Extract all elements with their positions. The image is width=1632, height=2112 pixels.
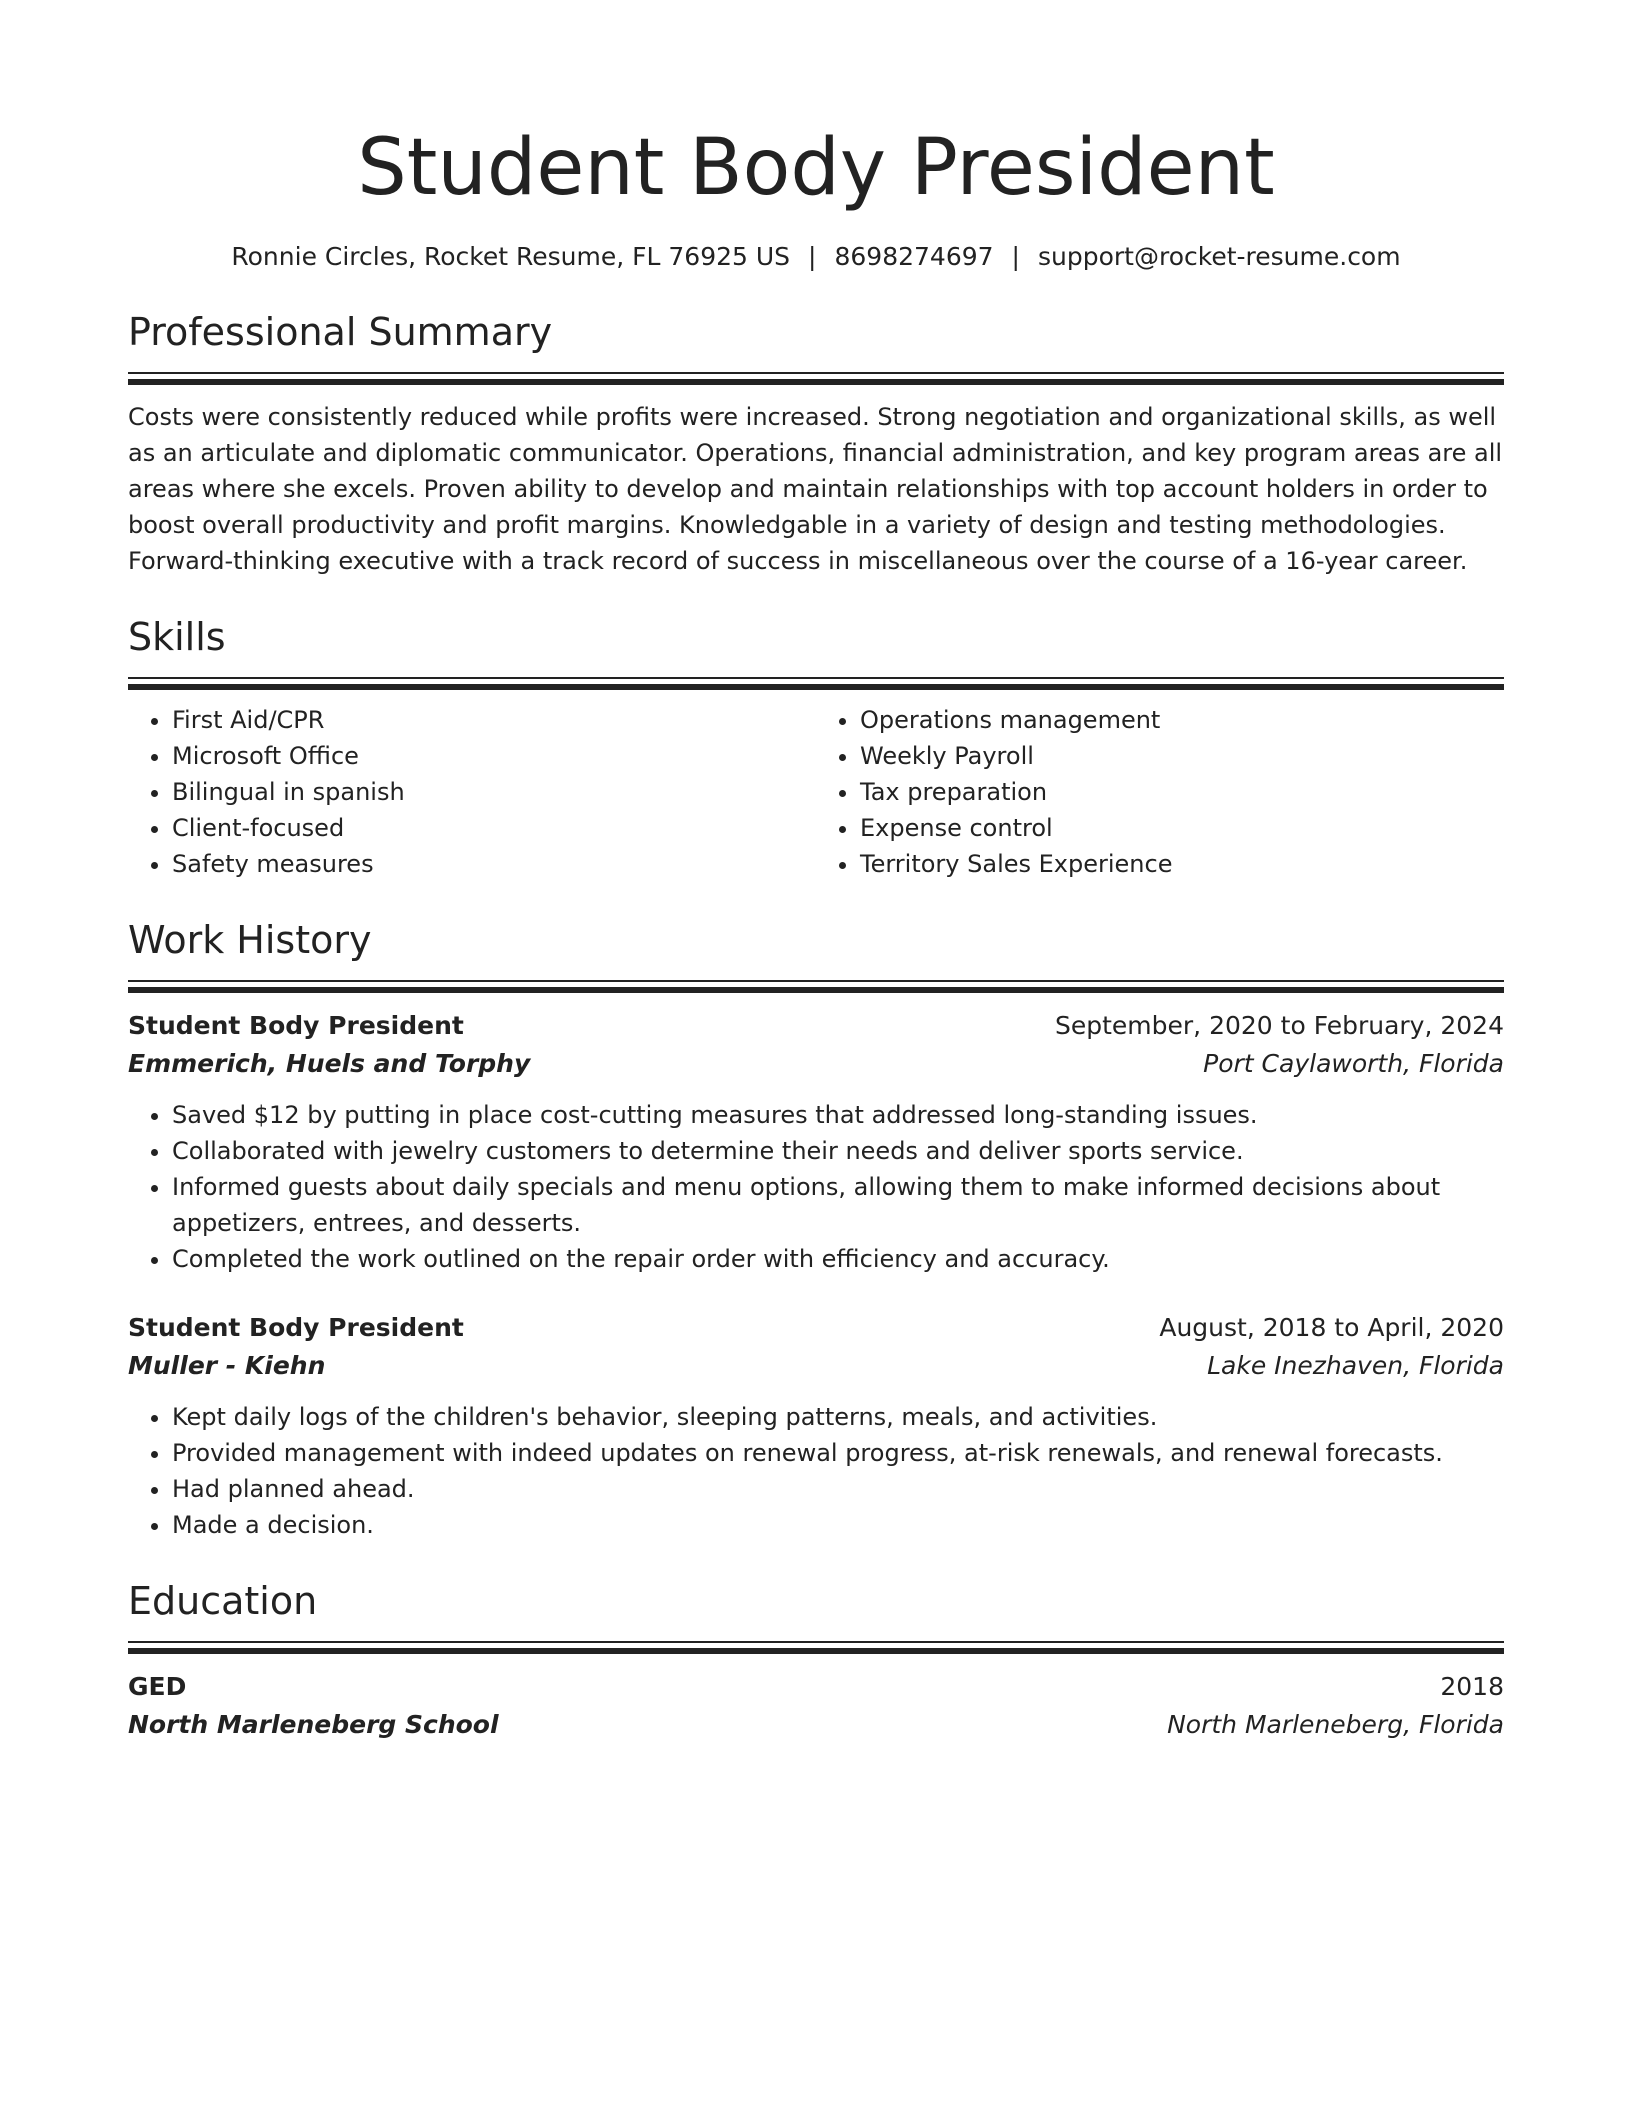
skill-item: • Bilingual in spanish [172,774,816,810]
skills-column-left [128,702,816,882]
section-title-summary: Professional Summary [128,310,553,354]
education-degree: GED [128,1672,187,1701]
section-divider [128,980,1504,993]
contact-separator: | [1011,242,1020,271]
skill-item: • Operations management [860,702,1504,738]
job-location: Lake Inezhaven, Florida [1207,1351,1504,1380]
section-divider [128,1641,1504,1654]
job-bullet: • Informed guests about daily specials and menu options, allowing them to make informed decisions about appetizers, entrees, and desserts. [172,1169,1504,1241]
skill-item: • Client-focused [172,810,816,846]
education-header [128,1668,1504,1706]
skill-item: • First Aid/CPR [172,702,816,738]
job-dates: September, 2020 to February, 2024 [1055,1011,1504,1040]
job-bullet: • Kept daily logs of the children's behavior, sleeping patterns, meals, and activities. [172,1399,1504,1435]
skill-item: • Expense control [860,810,1504,846]
skills-section [128,613,1504,882]
job-title: Student Body President [128,1313,464,1342]
skill-item: • Territory Sales Experience [860,846,1504,882]
job-bullet: • Collaborated with jewelry customers to determine their needs and deliver sports service. [172,1133,1504,1169]
job-header [128,1007,1504,1045]
job-location: Port Caylaworth, Florida [1203,1049,1504,1078]
skill-item: • Microsoft Office [172,738,816,774]
section-divider [128,677,1504,690]
job-bullets [128,1097,1504,1277]
skill-item: • Tax preparation [860,774,1504,810]
skill-item: • Weekly Payroll [860,738,1504,774]
section-title-skills: Skills [128,615,226,659]
job-header [128,1309,1504,1347]
job-company: Muller - Kiehn [128,1351,326,1380]
skill-item: • Safety measures [172,846,816,882]
work-history-section [128,916,1504,1543]
section-title-education: Education [128,1579,318,1623]
skills-list [128,702,1504,882]
job-bullet: • Made a decision. [172,1507,1504,1543]
job-title: Student Body President [128,1011,464,1040]
education-entry [128,1668,1504,1744]
contact-separator: | [808,242,817,271]
education-subheader [128,1706,1504,1744]
job-entry [128,1007,1504,1277]
education-location: North Marleneberg, Florida [1167,1710,1504,1739]
job-bullet: • Provided management with indeed updates on renewal progress, at-risk renewals, and renewal forecasts. [172,1435,1504,1471]
summary-section [128,308,1504,579]
job-bullet: • Saved $12 by putting in place cost-cutting measures that addressed long-standing issues. [172,1097,1504,1133]
job-bullet: • Completed the work outlined on the repair order with efficiency and accuracy. [172,1241,1504,1277]
education-section [128,1577,1504,1744]
job-company: Emmerich, Huels and Torphy [128,1049,531,1078]
contact-email: support@rocket-resume.com [1037,242,1401,271]
contact-phone: 8698274697 [834,242,994,271]
job-subheader [128,1347,1504,1385]
contact-address: Ronnie Circles, Rocket Resume, FL 76925 US [231,242,791,271]
education-school: North Marleneberg School [128,1710,499,1739]
job-dates: August, 2018 to April, 2020 [1159,1313,1504,1342]
summary-text: Costs were consistently reduced while profits were increased. Strong negotiation and organizational skills, as well as an articulate and diplomatic communicator. Operations, financial administration, and key program areas are all areas where she excels. Proven ability to develop and maintain relationships with top account holders in order to boost overall productivity and profit margins. Knowledgable in a variety of design and testing methodologies. Forward-thinking executive with a track record of success in miscellaneous over the course of a 16-year career. [128,403,1503,575]
job-entry [128,1309,1504,1543]
job-subheader [128,1045,1504,1083]
job-bullets [128,1399,1504,1543]
resume-name: Student Body President [357,123,1275,213]
skills-column-right [816,702,1504,882]
section-title-work-history: Work History [128,918,372,962]
section-divider [128,372,1504,385]
contact-line [128,240,1504,274]
education-year: 2018 [1440,1672,1504,1701]
job-bullet: • Had planned ahead. [172,1471,1504,1507]
